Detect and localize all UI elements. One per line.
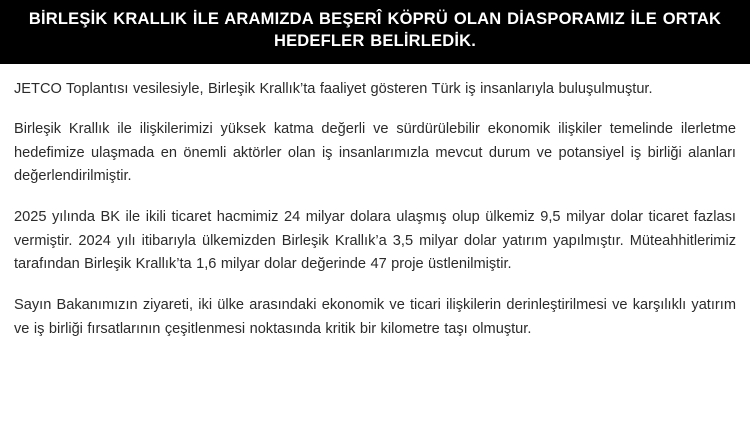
paragraph: Birleşik Krallık ile ilişkilerimizi yüksek katma değerli ve sürdürülebilir ekonomik ilişkiler temelinde ilerletme hedefimize ulaşmada en önemli aktörler olan iş insanlarımızla mevcut durum ve potansiyel iş birliği alanları değerlendirilmiştir. <box>14 121 736 185</box>
paragraph: Sayın Bakanımızın ziyareti, iki ülke arasındaki ekonomik ve ticari ilişkilerin derinleştirilmesi ve karşılıklı yatırım ve iş birliği fırsatlarının çeşitlenmesi noktasında kritik bir kilometre taşı olmuştur. <box>14 297 736 337</box>
headline-text: BİRLEŞİK KRALLIK İLE ARAMIZDA BEŞERÎ KÖPRÜ OLAN DİASPORAMIZ İLE ORTAK HEDEFLER BELİRLEDİK. <box>28 10 722 50</box>
body-content <box>0 64 750 342</box>
headline-banner <box>0 0 750 64</box>
paragraph: JETCO Toplantısı vesilesiyle, Birleşik Krallık’ta faaliyet gösteren Türk iş insanlarıyla buluşulmuştur. <box>14 80 653 97</box>
paragraph: 2025 yılında BK ile ikili ticaret hacmimiz 24 milyar dolara ulaşmış olup ülkemiz 9,5 milyar dolar ticaret fazlası vermiştir. 2024 yılı itibarıyla ülkemizden Birleşik Krallık’a 3,5 milyar dolar yatırım yapılmıştır. Müteahhitlerimiz tarafından Birleşik Krallık’ta 1,6 milyar dolar değerinde 47 proje üstlenilmiştir. <box>14 209 736 273</box>
